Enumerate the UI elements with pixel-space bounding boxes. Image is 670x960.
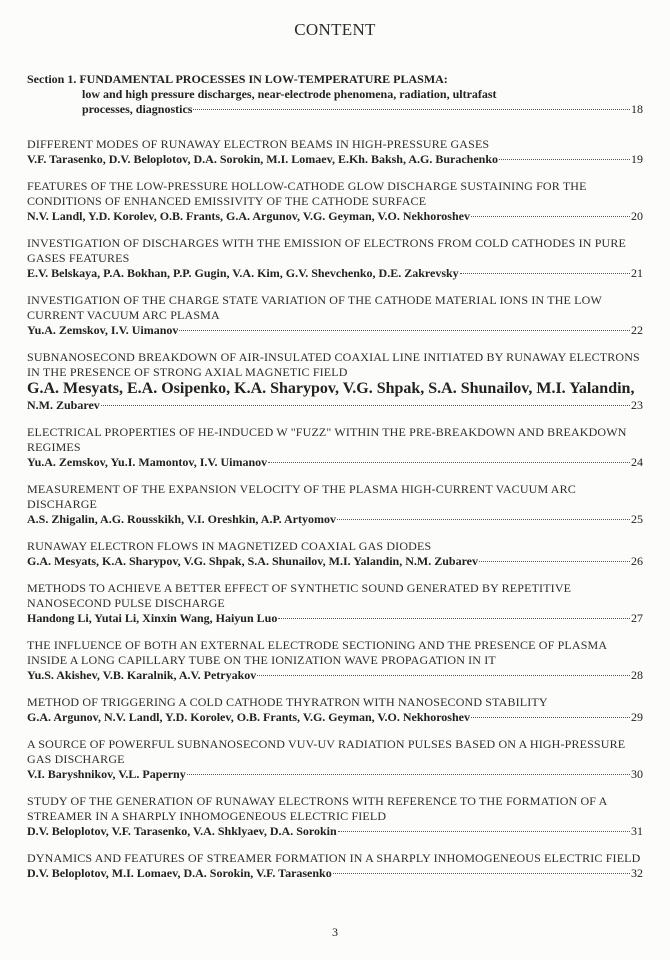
page-number: 30 bbox=[631, 767, 643, 781]
toc-entry[interactable] bbox=[27, 695, 643, 725]
entry-authors: N.M. Zubarev bbox=[27, 398, 100, 412]
dot-leader bbox=[338, 831, 630, 832]
entry-title: METHODS TO ACHIEVE A BETTER EFFECT OF SYNTHETIC SOUND GENERATED BY REPETITIVE NANOSECOND PULSE DISCHARGE bbox=[27, 581, 572, 610]
toc-entry[interactable] bbox=[27, 851, 643, 881]
dot-leader bbox=[101, 405, 630, 406]
toc-entry[interactable] bbox=[27, 581, 643, 626]
entry-author-line bbox=[27, 323, 643, 338]
page-number: 28 bbox=[631, 668, 643, 682]
page-number: 19 bbox=[631, 152, 643, 166]
page-number: 31 bbox=[631, 824, 643, 838]
page-number: 21 bbox=[631, 266, 643, 280]
toc-entry[interactable] bbox=[27, 539, 643, 569]
entry-authors: D.V. Beloplotov, M.I. Lomaev, D.A. Sorokin, V.F. Tarasenko bbox=[27, 866, 332, 880]
page-number: 25 bbox=[631, 512, 643, 526]
entry-author-line bbox=[27, 611, 643, 626]
dot-leader bbox=[268, 462, 630, 463]
dot-leader bbox=[337, 519, 630, 520]
entry-author-line bbox=[27, 152, 643, 167]
entry-title: ELECTRICAL PROPERTIES OF HE-INDUCED W "FUZZ" WITHIN THE PRE-BREAKDOWN AND BREAKDOWN REGIMES bbox=[27, 425, 627, 454]
page-number: 27 bbox=[631, 611, 643, 625]
entry-authors: Handong Li, Yutai Li, Xinxin Wang, Haiyun Luo bbox=[27, 611, 278, 625]
entry-title: THE INFLUENCE OF BOTH AN EXTERNAL ELECTRODE SECTIONING AND THE PRESENCE OF PLASMA INSIDE A LONG CAPILLARY TUBE ON THE IONIZATION WAVE PROPAGATION IN IT bbox=[27, 638, 607, 667]
entry-title: FEATURES OF THE LOW-PRESSURE HOLLOW-CATHODE GLOW DISCHARGE SUSTAINING FOR THE CONDITIONS OF ENHANCED EMISSIVITY OF THE CATHODE SURFACE bbox=[27, 179, 587, 208]
section-subtitle-end: processes, diagnostics bbox=[82, 102, 193, 116]
page-number: 22 bbox=[631, 323, 643, 337]
entry-author-line bbox=[27, 398, 643, 413]
entry-author-line bbox=[27, 767, 643, 782]
dot-leader bbox=[278, 618, 630, 619]
toc-entry[interactable] bbox=[27, 482, 643, 527]
folio-page-number: 3 bbox=[332, 925, 338, 939]
entry-authors: A.S. Zhigalin, A.G. Rousskikh, V.I. Oreshkin, A.P. Artyomov bbox=[27, 512, 336, 526]
entry-author-line bbox=[27, 554, 643, 569]
entry-title: INVESTIGATION OF DISCHARGES WITH THE EMISSION OF ELECTRONS FROM COLD CATHODES IN PURE GASES FEATURES bbox=[27, 236, 626, 265]
toc-entry[interactable] bbox=[27, 137, 643, 167]
toc-entry[interactable] bbox=[27, 737, 643, 782]
page-number: 20 bbox=[631, 209, 643, 223]
entry-authors: Yu.S. Akishev, V.B. Karalnik, A.V. Petryakov bbox=[27, 668, 257, 682]
dot-leader bbox=[193, 109, 630, 110]
page-number: 24 bbox=[631, 455, 643, 469]
dot-leader bbox=[499, 159, 630, 160]
dot-leader bbox=[471, 216, 630, 217]
toc-entry[interactable] bbox=[27, 350, 643, 413]
section-heading: Section 1. FUNDAMENTAL PROCESSES IN LOW-TEMPERATURE PLASMA: bbox=[27, 72, 448, 86]
dot-leader bbox=[187, 774, 630, 775]
entry-author-line bbox=[27, 266, 643, 281]
entry-authors: D.V. Beloplotov, V.F. Tarasenko, V.A. Shklyaev, D.A. Sorokin bbox=[27, 824, 337, 838]
page-number: 29 bbox=[631, 710, 643, 724]
entry-authors: E.V. Belskaya, P.A. Bokhan, P.P. Gugin, V.A. Kim, G.V. Shevchenko, D.E. Zakrevsky bbox=[27, 266, 459, 280]
page-number: 18 bbox=[631, 102, 643, 116]
entry-authors: Yu.A. Zemskov, I.V. Uimanov bbox=[27, 323, 179, 337]
page-number: 32 bbox=[631, 866, 643, 880]
toc-entry[interactable] bbox=[27, 425, 643, 470]
page-title: CONTENT bbox=[294, 20, 376, 39]
entry-authors-line: G.A. Mesyats, E.A. Osipenko, K.A. Sharypov, V.G. Shpak, S.A. Shunailov, M.I. Yalandin, bbox=[27, 380, 635, 397]
dot-leader bbox=[333, 873, 630, 874]
toc-entry[interactable] bbox=[27, 236, 643, 281]
dot-leader bbox=[257, 675, 630, 676]
entry-authors: G.A. Argunov, N.V. Landl, Y.D. Korolev, O.B. Frants, V.G. Geyman, V.O. Nekhoroshev bbox=[27, 710, 470, 724]
dot-leader bbox=[179, 330, 630, 331]
entry-author-line bbox=[27, 824, 643, 839]
dot-leader bbox=[471, 717, 630, 718]
entry-author-line bbox=[27, 209, 643, 224]
entry-authors: V.F. Tarasenko, D.V. Beloplotov, D.A. Sorokin, M.I. Lomaev, E.Kh. Baksh, A.G. Burachenko bbox=[27, 152, 498, 166]
entry-title: DIFFERENT MODES OF RUNAWAY ELECTRON BEAMS IN HIGH-PRESSURE GASES bbox=[27, 137, 490, 151]
entry-author-line bbox=[27, 710, 643, 725]
entry-title: RUNAWAY ELECTRON FLOWS IN MAGNETIZED COAXIAL GAS DIODES bbox=[27, 539, 432, 553]
dot-leader bbox=[460, 273, 630, 274]
entry-title: METHOD OF TRIGGERING A COLD CATHODE THYRATRON WITH NANOSECOND STABILITY bbox=[27, 695, 548, 709]
toc-entry[interactable] bbox=[27, 638, 643, 683]
entry-title: SUBNANOSECOND BREAKDOWN OF AIR-INSULATED COAXIAL LINE INITIATED BY RUNAWAY ELECTRONS IN THE PRESENCE OF STRONG AXIAL MAGNETIC FIELD bbox=[27, 350, 640, 379]
page-number: 26 bbox=[631, 554, 643, 568]
toc-entry[interactable] bbox=[27, 794, 643, 839]
entry-author-line bbox=[27, 866, 643, 881]
entry-authors: N.V. Landl, Y.D. Korolev, O.B. Frants, G.A. Argunov, V.G. Geyman, V.O. Nekhoroshev bbox=[27, 209, 470, 223]
entry-author-line bbox=[27, 512, 643, 527]
toc-entries bbox=[27, 137, 643, 893]
section-subtitle-last bbox=[27, 102, 643, 117]
entry-authors: G.A. Mesyats, K.A. Sharypov, V.G. Shpak, S.A. Shunailov, M.I. Yalandin, N.M. Zubarev bbox=[27, 554, 479, 568]
entry-title: MEASUREMENT OF THE EXPANSION VELOCITY OF THE PLASMA HIGH-CURRENT VACUUM ARC DISCHARGE bbox=[27, 482, 576, 511]
entry-title: DYNAMICS AND FEATURES OF STREAMER FORMATION IN A SHARPLY INHOMOGENEOUS ELECTRIC FIELD bbox=[27, 851, 641, 865]
entry-title: STUDY OF THE GENERATION OF RUNAWAY ELECTRONS WITH REFERENCE TO THE FORMATION OF A STREAMER IN A SHARPLY INHOMOGENEOUS ELECTRIC FIELD bbox=[27, 794, 607, 823]
entry-author-line bbox=[27, 668, 643, 683]
page-number: 23 bbox=[631, 398, 643, 412]
entry-authors: V.I. Baryshnikov, V.L. Paperny bbox=[27, 767, 186, 781]
entry-title: A SOURCE OF POWERFUL SUBNANOSECOND VUV-UV RADIATION PULSES BASED ON A HIGH-PRESSURE GAS DISCHARGE bbox=[27, 737, 626, 766]
toc-entry[interactable] bbox=[27, 179, 643, 224]
section-subtitle: low and high pressure discharges, near-electrode phenomena, radiation, ultrafast bbox=[82, 87, 497, 101]
section-header bbox=[27, 72, 643, 117]
dot-leader bbox=[479, 561, 630, 562]
entry-title: INVESTIGATION OF THE CHARGE STATE VARIATION OF THE CATHODE MATERIAL IONS IN THE LOW CURRENT VACUUM ARC PLASMA bbox=[27, 293, 602, 322]
entry-author-line bbox=[27, 455, 643, 470]
toc-entry[interactable] bbox=[27, 293, 643, 338]
entry-authors: Yu.A. Zemskov, Yu.I. Mamontov, I.V. Uimanov bbox=[27, 455, 268, 469]
